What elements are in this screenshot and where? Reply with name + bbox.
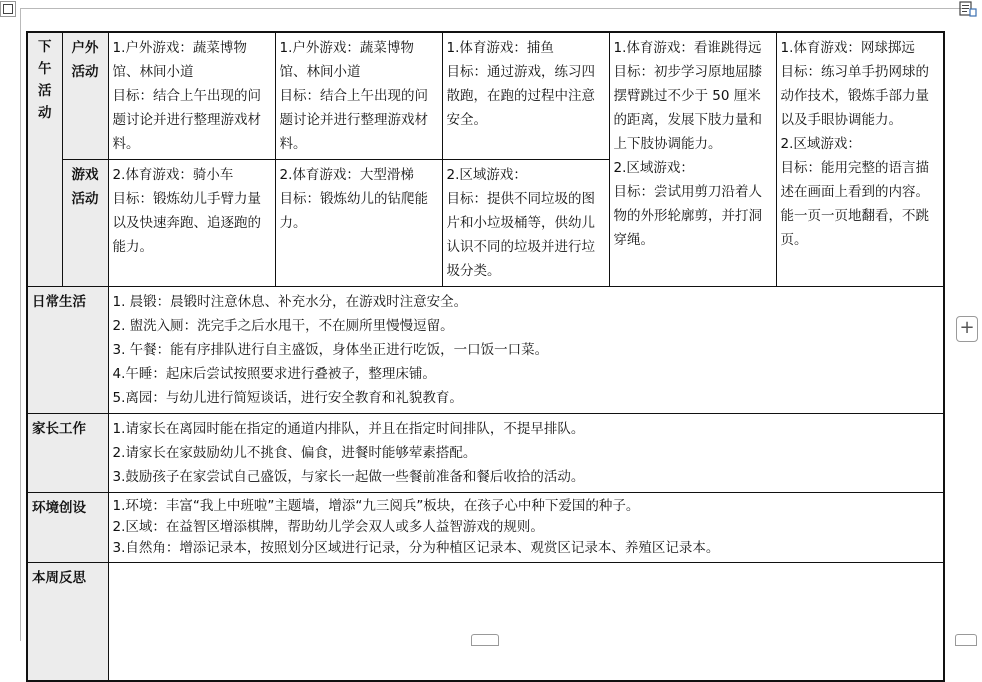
game-4-goal: 目标：尝试用剪刀沿着人物的外形轮廓剪，并打洞穿绳。 xyxy=(613,184,762,248)
outdoor-1-title: 1.户外游戏：蔬菜博物馆、林间小道 xyxy=(112,40,247,80)
game-cell-3[interactable] xyxy=(442,160,609,287)
environment-header: 环境创设 xyxy=(27,493,108,563)
layout-icon[interactable] xyxy=(958,0,978,18)
reflection-content[interactable] xyxy=(108,563,944,681)
add-icon[interactable]: + xyxy=(956,316,978,342)
environment-line: 3.自然角：增添记录本，按照划分区域进行记录，分为种植区记录本、观赏区记录本、养殖区记录本。 xyxy=(112,540,720,556)
environment-line: 1.环境：丰富“我上中班啦”主题墙，增添“九三阅兵”板块，在孩子心中种下爱国的种子。 xyxy=(112,498,640,514)
daily-life-line: 2. 盥洗入厕：洗完手之后水甩干，不在厕所里慢慢逗留。 xyxy=(112,318,454,334)
outdoor-header xyxy=(62,32,108,160)
game-3-title: 2.区域游戏： xyxy=(446,167,527,183)
game-1-title: 2.体育游戏：骑小车 xyxy=(112,167,234,183)
parent-work-line: 3.鼓励孩子在家尝试自己盛饭，与家长一起做一些餐前准备和餐后收拾的活动。 xyxy=(112,469,585,485)
game-1-goal: 目标：锻炼幼儿手臂力量以及快速奔跑、追逐跑的能力。 xyxy=(112,191,261,255)
outdoor-cell-5[interactable] xyxy=(776,32,944,287)
reflection-header: 本周反思 xyxy=(27,563,108,681)
outdoor-3-goal: 目标：通过游戏，练习四散跑，在跑的过程中注意安全。 xyxy=(446,64,595,128)
table-handle-icon[interactable] xyxy=(0,1,16,17)
daily-life-line: 1. 晨锻：晨锻时注意休息、补充水分，在游戏时注意安全。 xyxy=(112,294,468,310)
game-5-title: 2.区域游戏： xyxy=(780,136,861,152)
game-2-goal: 目标：锻炼幼儿的钻爬能力。 xyxy=(279,191,428,231)
environment-row xyxy=(27,493,944,563)
game-cell-1[interactable] xyxy=(108,160,275,287)
weekly-plan-table xyxy=(26,31,945,682)
games-header xyxy=(62,160,108,287)
parent-work-row xyxy=(27,414,944,493)
outdoor-5-title: 1.体育游戏：网球掷远 xyxy=(780,40,915,56)
game-3-goal: 目标：提供不同垃圾的图片和小垃圾桶等，供幼儿认识不同的垃圾并进行垃圾分类。 xyxy=(446,191,595,279)
outdoor-cell-4[interactable] xyxy=(609,32,776,287)
outdoor-4-title: 1.体育游戏：看谁跳得远 xyxy=(613,40,762,56)
daily-life-header: 日常生活 xyxy=(27,287,108,414)
outdoor-5-goal: 目标：练习单手扔网球的动作技术，锻炼手部力量以及手眼协调能力。 xyxy=(780,64,929,128)
afternoon-outdoor-row xyxy=(27,32,944,160)
parent-work-header: 家长工作 xyxy=(27,414,108,493)
outdoor-header-text: 户外活动 xyxy=(71,40,99,80)
page-guide-horizontal xyxy=(20,8,965,9)
outdoor-2-title: 1.户外游戏：蔬菜博物馆、林间小道 xyxy=(279,40,414,80)
outdoor-1-goal: 目标：结合上午出现的问题讨论并进行整理游戏材料。 xyxy=(112,88,261,152)
page-guide-vertical xyxy=(20,8,21,641)
outdoor-4-goal: 目标：初步学习原地屈膝摆臂跳过不少于 50 厘米的距离，发展下肢力量和上下肢协调能力。 xyxy=(613,64,762,152)
games-header-text: 游戏活动 xyxy=(71,167,99,207)
environment-content[interactable] xyxy=(108,493,944,563)
afternoon-header-text: 下午活动 xyxy=(38,39,52,121)
daily-life-line: 5.离园：与幼儿进行简短谈话，进行安全教育和礼貌教育。 xyxy=(112,390,463,406)
outdoor-3-title: 1.体育游戏：捕鱼 xyxy=(446,40,554,56)
parent-work-line: 2.请家长在家鼓励幼儿不挑食、偏食，进餐时能够荤素搭配。 xyxy=(112,445,477,461)
bottom-corner-tab[interactable] xyxy=(955,634,977,646)
parent-work-line: 1.请家长在离园时能在指定的通道内排队，并且在指定时间排队，不提早排队。 xyxy=(112,421,585,437)
reflection-row xyxy=(27,563,944,681)
game-cell-2[interactable] xyxy=(275,160,442,287)
outdoor-cell-1[interactable] xyxy=(108,32,275,160)
afternoon-header xyxy=(27,32,62,287)
daily-life-content[interactable] xyxy=(108,287,944,414)
parent-work-content[interactable] xyxy=(108,414,944,493)
game-4-title: 2.区域游戏： xyxy=(613,160,694,176)
daily-life-line: 4.午睡：起床后尝试按照要求进行叠被子，整理床铺。 xyxy=(112,366,436,382)
game-5-goal: 目标：能用完整的语言描述在画面上看到的内容。能一页一页地翻看，不跳页。 xyxy=(780,160,929,248)
game-2-title: 2.体育游戏：大型滑梯 xyxy=(279,167,414,183)
outdoor-cell-3[interactable] xyxy=(442,32,609,160)
daily-life-row xyxy=(27,287,944,414)
environment-line: 2.区域：在益智区增添棋牌，帮助幼儿学会双人或多人益智游戏的规则。 xyxy=(112,519,544,535)
daily-life-line: 3. 午餐：能有序排队进行自主盛饭，身体坐正进行吃饭，一口饭一口菜。 xyxy=(112,342,549,358)
outdoor-cell-2[interactable] xyxy=(275,32,442,160)
outdoor-2-goal: 目标：结合上午出现的问题讨论并进行整理游戏材料。 xyxy=(279,88,428,152)
